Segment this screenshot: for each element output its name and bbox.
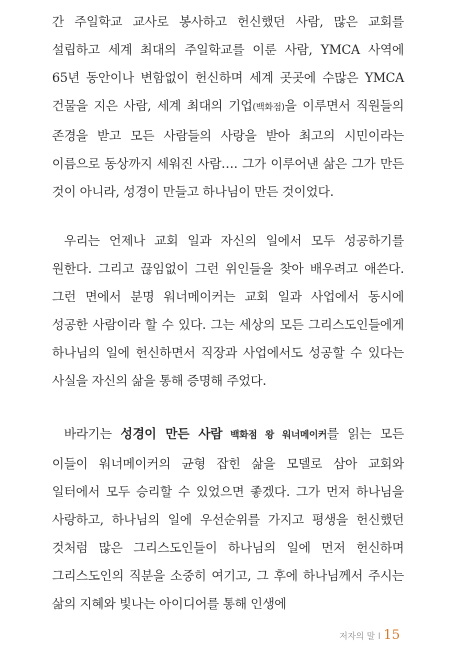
footer-separator: I [377,632,381,642]
book-subtitle: 백화점 왕 워너메이커 [222,430,327,441]
paragraph-1 [52,8,404,206]
book-title: 성경이 만든 사람 [120,426,223,441]
paragraph-3 [52,420,404,618]
page-footer [339,628,400,644]
paragraph-3-lead: 바라기는 [64,426,121,441]
chapter-label: 저자의 말 [339,632,375,642]
paragraph-1-note: (백화점) [252,103,285,113]
paragraph-2: 우리는 언제나 교회 일과 자신의 일에서 모두 성공하기를 원한다. 그리고 끊임없이 그런 위인들을 찾아 배우려고 애쓴다. 그런 면에서 분명 워너메이커는 교회 일과 사업에서 동시에 성공한 사람이라 할 수 있다. 그는 세상의 모든 그리스도인들에게 하나님의 일에 헌신하면서 직장과 사업에서도 성공할 수 있다는 사실을 자신의 삶을 통해 증명해 주었다. [52,233,404,388]
paragraph-3-text: 를 읽는 모든 이들이 워너메이커의 균형 잡힌 삶을 모델로 삼아 교회와 일터에서 모두 승리할 수 있었으면 좋겠다. 그가 먼저 하나님을 사랑하고, 하나님의 일에 우선순위를 가지고 평생을 헌신했던 것처럼 많은 그리스도인들이 하나님의 일에 먼저 헌신하며 그리스도인의 직분을 소중히 여기고, 그 후에 하나님께서 주시는 삶의 지혜와 빛나는 아이디어를 통해 인생에 [52,426,404,611]
page-number: 15 [383,628,400,643]
paragraph-1-text-before: 간 주일학교 교사로 봉사하고 헌신했던 사람, 많은 교회를 설립하고 세계 최대의 주일학교를 이룬 사람, YMCA 사역에 65년 동안이나 변함없이 헌신하며 세계 곳곳에 수많은 YMCA 건물을 지은 사람, 세계 최대의 기업 [52,14,404,113]
paragraph-1-text-after: 을 이루면서 직원들의 존경을 받고 모든 사람들의 사랑을 받아 최고의 시민이라는 이름으로 동상까지 세워진 사람…. 그가 이루어낸 삶은 그가 만든 것이 아니라, 성경이 만들고 하나님이 만든 것이었다. [52,98,404,199]
